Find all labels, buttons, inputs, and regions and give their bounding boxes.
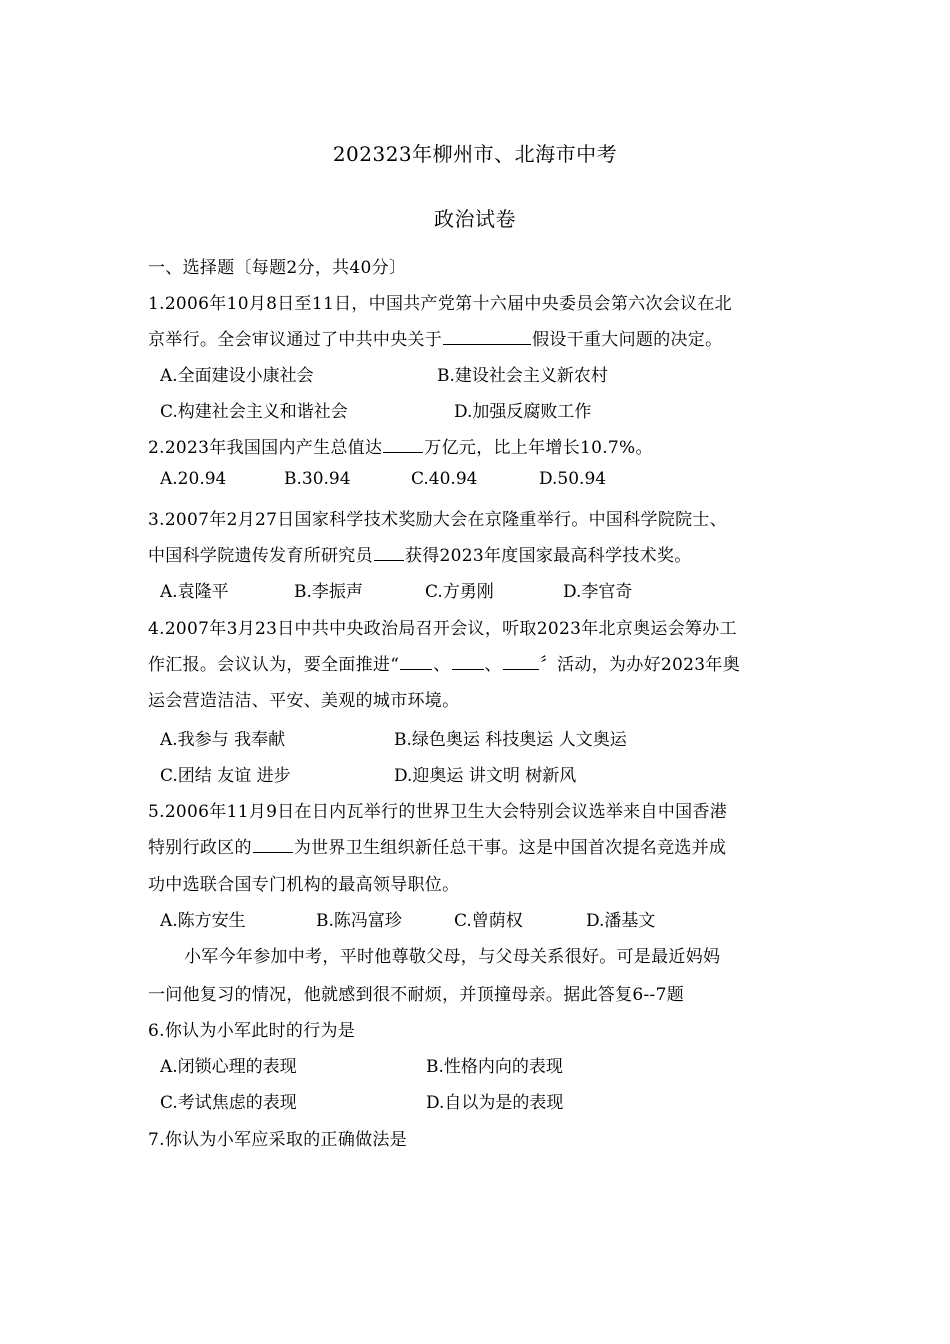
q2-option-d: D.50.94 xyxy=(539,469,607,489)
q3-option-a: A.袁隆平 xyxy=(160,582,229,602)
passage-line2: 一问他复习的情况，他就感到很不耐烦，并顶撞母亲。据此答复6--7题 xyxy=(148,985,685,1005)
q4-stem-line3: 运会营造洁洁、平安、美观的城市环境。 xyxy=(148,691,460,711)
q2-stem-part1: 2.2023年我国国内产生总值达 xyxy=(148,438,383,458)
q5-stem-line1: 5.2006年11月9日在日内瓦举行的世界卫生大会特别会议选举来自中国香港 xyxy=(148,802,728,822)
q4-separator-1: 、 xyxy=(433,655,451,675)
q1-answer-blank xyxy=(443,328,531,345)
passage-line1: 小军今年参加中考，平时他尊敬父母，与父母关系很好。可是最近妈妈 xyxy=(184,947,721,967)
q1-option-c: C.构建社会主义和谐社会 xyxy=(160,402,348,422)
q4-answer-blank-1 xyxy=(400,653,432,670)
exam-title: 202323年柳州市、北海市中考 xyxy=(332,142,618,166)
q4-stem-part2: 〞活动，为办好2023年奥 xyxy=(539,655,740,675)
q4-option-a: A.我参与 我奉献 xyxy=(160,730,286,750)
q5-stem-line2 xyxy=(148,833,726,858)
q3-stem-line1: 3.2007年2月27日国家科学技术奖励大会在京隆重举行。中国科学院院士、 xyxy=(148,510,728,530)
q4-stem-line1: 4.2007年3月23日中共中央政治局召开会议，听取2023年北京奥运会筹办工 xyxy=(148,619,737,639)
q5-stem-part1: 特别行政区的 xyxy=(148,838,252,858)
q3-option-d: D.李官奇 xyxy=(563,582,633,602)
q4-stem-part1: 作汇报。会议认为，要全面推进“ xyxy=(148,655,400,675)
q3-option-b: B.李振声 xyxy=(294,582,363,602)
q4-answer-blank-3 xyxy=(503,653,539,670)
q1-option-b: B.建设社会主义新农村 xyxy=(437,366,608,386)
q5-option-d: D.潘基文 xyxy=(586,911,656,931)
q5-stem-line3: 功中选联合国专门机构的最高领导职位。 xyxy=(148,875,460,895)
q1-stem-line1: 1.2006年10月8日至11日，中国共产党第十六届中央委员会第六次会议在北 xyxy=(148,294,732,314)
q2-option-b: B.30.94 xyxy=(284,469,351,489)
q2-answer-blank xyxy=(383,436,423,453)
section-heading: 一、选择题〔每题2分，共40分〕 xyxy=(148,258,407,278)
q5-option-c: C.曾荫权 xyxy=(454,911,523,931)
q3-answer-blank xyxy=(374,544,404,561)
q7-stem: 7.你认为小军应采取的正确做法是 xyxy=(148,1130,408,1150)
q6-stem: 6.你认为小军此时的行为是 xyxy=(148,1021,356,1041)
q2-option-a: A.20.94 xyxy=(160,469,227,489)
q4-separator-2: 、 xyxy=(484,655,502,675)
exam-subtitle: 政治试卷 xyxy=(434,207,516,231)
q4-option-c: C.团结 友谊 进步 xyxy=(160,766,291,786)
q4-option-b: B.绿色奥运 科技奥运 人文奥运 xyxy=(394,730,627,750)
q3-option-c: C.方勇刚 xyxy=(425,582,494,602)
q6-option-b: B.性格内向的表现 xyxy=(426,1057,563,1077)
q3-stem-part2: 获得2023年度国家最高科学技术奖。 xyxy=(404,546,692,566)
q1-stem-part2: 假设干重大问题的决定。 xyxy=(532,330,723,350)
q6-option-c: C.考试焦虑的表现 xyxy=(160,1093,297,1113)
q3-stem-part1: 中国科学院遗传发育所研究员 xyxy=(148,546,373,566)
q2-option-c: C.40.94 xyxy=(411,469,478,489)
q5-stem-part2: 为世界卫生组织新任总干事。这是中国首次提名竞选并成 xyxy=(293,838,727,858)
q2-stem xyxy=(148,433,653,458)
q6-option-a: A.闭锁心理的表现 xyxy=(160,1057,297,1077)
q1-option-d: D.加强反腐败工作 xyxy=(454,402,592,422)
q1-option-a: A.全面建设小康社会 xyxy=(160,366,314,386)
q5-option-b: B.陈冯富珍 xyxy=(316,911,402,931)
q4-stem-line2 xyxy=(148,650,740,675)
q5-option-a: A.陈方安生 xyxy=(160,911,246,931)
q1-stem-part1: 京举行。全会审议通过了中共中央关于 xyxy=(148,330,443,350)
q3-stem-line2 xyxy=(148,541,692,566)
q4-answer-blank-2 xyxy=(452,653,484,670)
q2-stem-part2: 万亿元，比上年增长10.7%。 xyxy=(424,438,653,458)
q1-stem-line2 xyxy=(148,325,722,350)
q4-option-d: D.迎奥运 讲文明 树新风 xyxy=(394,766,577,786)
q5-answer-blank xyxy=(253,836,293,853)
q6-option-d: D.自以为是的表现 xyxy=(426,1093,564,1113)
